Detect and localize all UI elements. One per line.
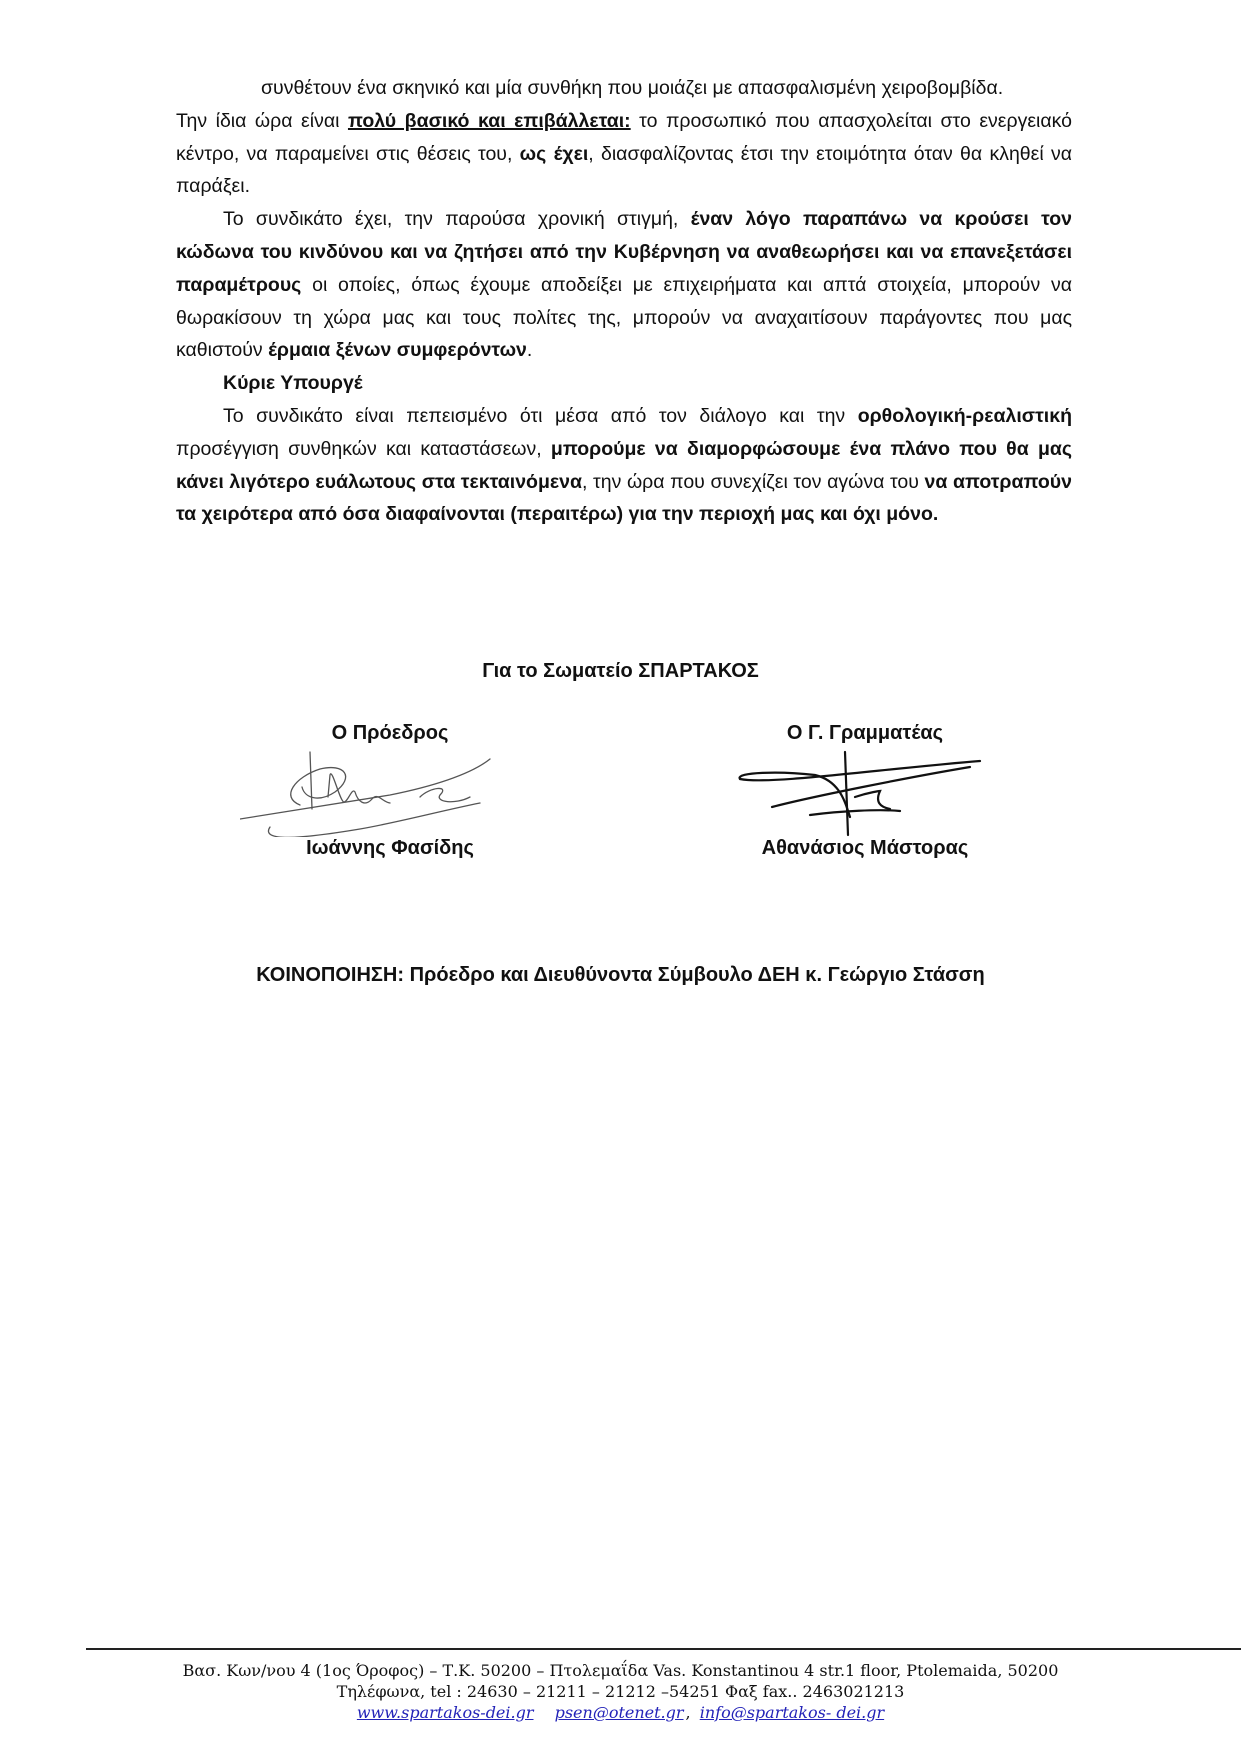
letter-body: [176, 72, 1072, 531]
salutation-text: Κύριε Υπουργέ: [223, 372, 363, 395]
signature-block-president: [240, 722, 540, 872]
signature-heading: Για το Σωματείο ΣΠΑΡΤΑΚΟΣ: [482, 660, 759, 682]
paragraph-dialogue: [176, 400, 1072, 531]
text-run: , διασφαλίζοντας έτσι την ετοιμότητα όταν θα κληθεί να παράξει.: [176, 142, 1072, 198]
email-link-psen[interactable]: psen@otenet.gr: [554, 1703, 684, 1722]
paragraph-readiness: [176, 105, 1072, 203]
carbon-copy-line: ΚΟΙΝΟΠΟΙΗΣΗ: Πρόεδρο και Διευθύνοντα Σύμβουλο ΔΕΗ κ. Γεώργιο Στάσση: [256, 964, 985, 986]
emphasis-underlined: πολύ βασικό και επιβάλλεται:: [347, 109, 631, 132]
signer-role: Ο Γ. Γραμματέας: [786, 722, 944, 744]
footer-phones: Τηλέφωνα, tel : 24630 – 21211 – 21212 –54251 Φαξ fax.. 2463021213: [336, 1682, 905, 1701]
text-run: οι οποίες, όπως έχουμε αποδείξει με επιχειρήματα και απτά στοιχεία, μπορούν να θωρακίσουν τη χώρα μας και τους πολίτες της, μπορούν να αναχαιτίσουν παράγοντες που μας καθιστούν: [176, 273, 1072, 362]
text-run: .: [526, 339, 533, 362]
paragraph-text: συνθέτουν ένα σκηνικό και μία συνθήκη που μοιάζει με απασφαλισμένη χειροβομβίδα.: [261, 77, 1004, 99]
emphasis-bold: έναν λόγο παραπάνω να κρούσει τον κώδωνα του κινδύνου και να ζητήσει από την Κυβέρνηση να αναθεωρήσει και να επανεξετάσει παραμέτρους: [176, 208, 1072, 296]
emphasis-bold: να αποτραπούν τα χειρότερα από όσα διαφαίνονται (περαιτέρω) για την περιοχή μας και όχι μόνο.: [176, 470, 1072, 526]
signer-name: Αθανάσιος Μάστορας: [761, 837, 969, 859]
paragraph-continuation: [176, 72, 1072, 105]
salutation: [176, 367, 1072, 400]
handwritten-signature-president: [240, 747, 540, 837]
footer-divider: [86, 1648, 1241, 1650]
signer-name: Ιωάννης Φασίδης: [306, 837, 474, 859]
paragraph-union-warning: [176, 203, 1072, 367]
text-run: Το συνδικάτο είναι πεπεισμένο ότι μέσα από τον διάλογο και την: [223, 404, 858, 427]
email-link-info[interactable]: info@spartakos- dei.gr: [699, 1703, 885, 1722]
emphasis-bold: ως έχει: [519, 142, 589, 165]
emphasis-bold: έρμαια ξένων συμφερόντων: [268, 339, 527, 362]
letterhead-footer: [0, 1660, 1241, 1723]
footer-links: [0, 1702, 1241, 1723]
text-run: το προσωπικό που απασχολείται στο ενεργειακό κέντρο, να παραμείνει στις θέσεις του,: [176, 109, 1072, 165]
website-link[interactable]: www.spartakos-dei.gr: [356, 1703, 534, 1722]
signer-role: Ο Πρόεδρος: [331, 722, 449, 744]
text-run: Την ίδια ώρα είναι: [176, 109, 348, 132]
link-separator: ,: [685, 1703, 691, 1722]
signature-block-secretary: [730, 722, 1000, 872]
emphasis-bold: μπορούμε να διαμορφώσουμε ένα πλάνο που θα μας κάνει λιγότερο ευάλωτους στα τεκταινόμενα: [176, 437, 1072, 493]
text-run: , την ώρα που συνεχίζει τον αγώνα του: [581, 470, 925, 493]
text-run: Το συνδικάτο έχει, την παρούσα χρονική στιγμή,: [223, 208, 691, 231]
emphasis-bold: ορθολογική-ρεαλιστική: [857, 404, 1072, 427]
handwritten-signature-secretary: [730, 747, 1000, 837]
footer-address: Βασ. Κων/νου 4 (1ος Όροφος) – Τ.Κ. 50200 – Πτολεμαΐδα Vas. Konstantinou 4 str.1 floor, Ptolemaida, 50200: [182, 1661, 1059, 1680]
text-run: προσέγγιση συνθηκών και καταστάσεων,: [176, 437, 551, 460]
